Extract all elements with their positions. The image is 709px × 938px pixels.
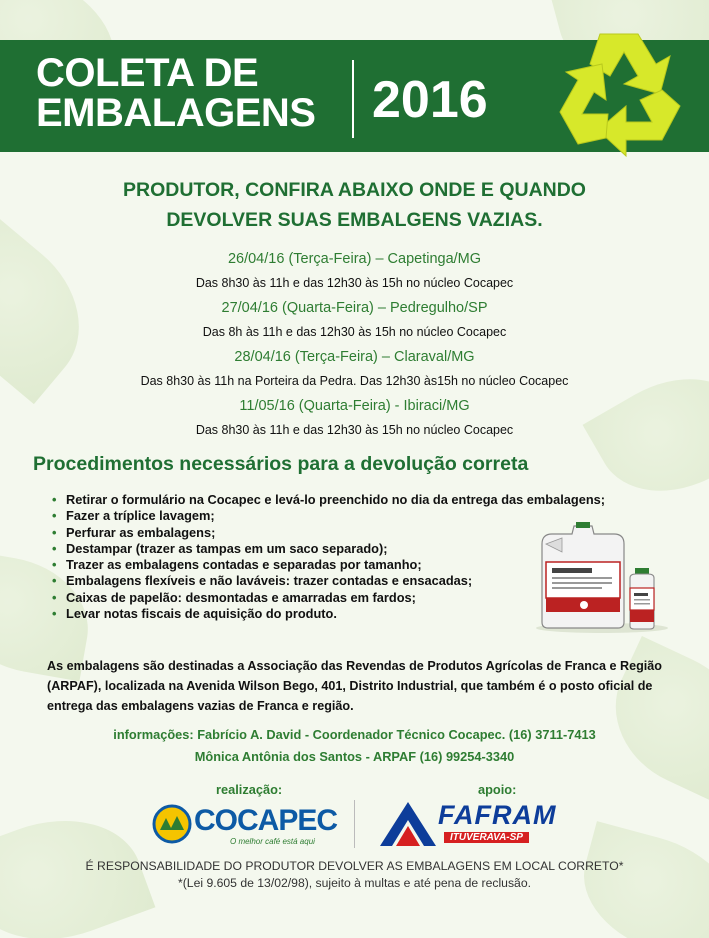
contact-line1: informações: Fabrício A. David - Coordenador Técnico Cocapec. (16) 3711-7413 [113,727,596,742]
banner-title-line2: EMBALAGENS [36,91,316,135]
schedule-hours: Das 8h30 às 11h e das 12h30 às 15h no núcleo Cocapec [195,423,514,437]
banner-divider [352,60,354,138]
small-bottle-icon [630,568,654,629]
schedule-hours: Das 8h30 às 11h e das 12h30 às 15h no núcleo Cocapec [195,276,514,290]
headline [40,175,669,235]
list-item: • Retirar o formulário na Cocapec e levá-lo preenchido no dia da entrega das embalagens; [52,492,606,507]
large-container-icon [542,522,624,628]
headline-line1: PRODUTOR, CONFIRA ABAIXO ONDE E QUANDO [123,179,586,201]
procedure-list [52,492,605,622]
fafram-wordmark: FAFRAM [438,800,557,830]
schedule-date: 11/05/16 [239,398,295,414]
schedule-details: (Terça-Feira) – Claraval/MG [294,349,475,365]
bullet-icon: • [52,606,57,622]
bullet-icon: • [52,508,57,524]
banner-year: 2016 [372,71,488,129]
sponsor-divider [354,800,355,848]
fafram-city: ITUVERAVA-SP [444,832,529,843]
collection-schedule [40,248,669,444]
banner-title [36,53,336,133]
banner-title-line1: COLETA DE [36,51,259,95]
bullet-icon: • [52,524,57,540]
bullet-icon: • [52,492,57,507]
schedule-entry [40,346,669,395]
list-item: • Trazer as embalagens contadas e separadas por tamanho; [52,557,422,573]
schedule-date: 26/04/16 [227,251,285,267]
footer-line2: *(Lei 9.605 de 13/02/98), sujeito à multas e até pena de reclusão. [178,876,531,890]
schedule-details: (Terça-Feira) – Capetinga/MG [288,251,482,267]
association-paragraph: As embalagens são destinadas a Associação das Revendas de Produtos Agrícolas de Franca e Região (ARPAF), localizada na Avenida Wilson Bego, 401, Distrito Industrial, que também é o posto oficial de entrega das embalagens vazias de Franca e região. [47,659,662,713]
contact-line2: Mônica Antônia dos Santos - ARPAF (16) 99254-3340 [194,749,515,764]
cocapec-tagline: O melhor café está aqui [230,837,315,846]
footer-disclaimer [20,858,689,892]
procedures-title: Procedimentos necessários para a devolução correta [33,453,529,475]
schedule-details: (Quarta-Feira) - Ibiraci/MG [298,398,470,414]
schedule-hours: Das 8h30 às 11h na Porteira da Pedra. Das 12h30 às15h no núcleo Cocapec [140,374,569,388]
cocapec-logo [152,800,338,850]
contact-info [40,724,669,768]
list-item: • Perfurar as embalagens; [52,524,216,540]
schedule-entry [40,395,669,444]
list-item: • Levar notas fiscais de aquisição do produto. [52,606,337,622]
cocapec-wordmark: COCAPEC [194,804,338,837]
schedule-hours: Das 8h às 11h e das 12h30 às 15h no núcleo Cocapec [202,325,507,339]
fafram-logo [378,798,568,850]
schedule-details: (Quarta-Feira) – Pedregulho/SP [281,300,488,316]
cocapec-emblem-icon [152,804,192,844]
bullet-icon: • [52,540,57,556]
list-item: • Embalagens flexíveis e não laváveis: trazer contadas e ensacadas; [52,573,473,589]
schedule-date: 27/04/16 [221,300,278,316]
apoio-label: apoio: [478,782,517,797]
realizacao-label: realização: [216,782,283,797]
bullet-icon: • [52,573,57,589]
bullet-icon: • [52,557,57,573]
recycle-icon [538,14,704,174]
list-item: • Fazer a tríplice lavagem; [52,508,215,524]
schedule-entry [40,248,669,297]
schedule-date: 28/04/16 [234,349,291,365]
fafram-emblem-icon [378,800,438,848]
schedule-entry [40,297,669,346]
list-item: • Caixas de papelão: desmontadas e amarradas em fardos; [52,589,416,605]
pesticide-containers-illustration [532,522,672,634]
headline-line2: DEVOLVER SUAS EMBALGENS VAZIAS. [166,209,543,231]
footer-line1: É RESPONSABILIDADE DO PRODUTOR DEVOLVER AS EMBALAGENS EM LOCAL CORRETO* [85,859,624,873]
list-item: • Destampar (trazer as tampas em um saco separado); [52,540,388,556]
bullet-icon: • [52,589,57,605]
